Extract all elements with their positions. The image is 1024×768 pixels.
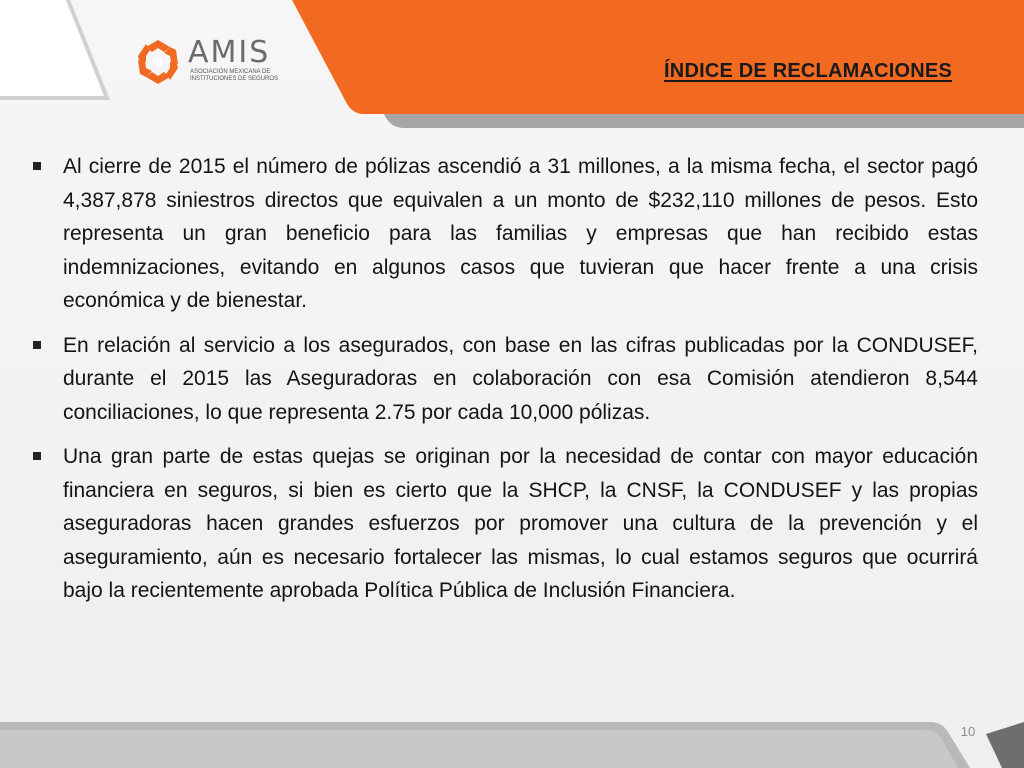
bullet-text: Al cierre de 2015 el número de pólizas ascendió a 31 millones, a la misma fecha, el sector pagó 4,387,878 siniestros directos que equivalen a un monto de $232,110 millones de pesos. Esto representa un gran beneficio para las familias y empresas que han recibido estas indemnizaciones, evitando en algunos casos que tuvieran que hacer frente a una crisis económica y de bienestar. [63,155,978,312]
bullet-list [30,150,978,608]
bullet-text: En relación al servicio a los asegurados, con base en las cifras publicadas por la CONDUSEF, durante el 2015 las Aseguradoras en colaboración con esa Comisión atendieron 8,544 conciliaciones, lo que representa 2.75 por cada 10,000 pólizas. [63,333,978,424]
slide-content [30,150,978,619]
bullet-item [30,150,978,318]
bullet-item [30,440,978,608]
logo-subtitle-line2: INSTITUCIONES DE SEGUROS [190,76,279,82]
amis-logo-mark-icon [134,38,182,86]
bullet-item [30,329,978,430]
amis-logo [134,36,294,88]
square-bullet-icon [33,341,41,349]
square-bullet-icon [33,162,41,170]
logo-wordmark: AMIS [188,35,271,70]
logo-subtitle-line1: ASOCIACIÓN MEXICANA DE [190,69,271,75]
logo-subtitle [190,69,290,83]
slide-title: ÍNDICE DE RECLAMACIONES [664,60,952,82]
bullet-text: Una gran parte de estas quejas se originan por la necesidad de contar con mayor educación financiera en seguros, si bien es cierto que la SHCP, la CNSF, la CONDUSEF y las propias aseguradoras hacen grandes esfuerzos por promover una cultura de la prevención y el aseguramiento, aún es necesario fortalecer las mismas, lo cual estamos seguros que ocurrirá bajo la recientemente aprobada Política Pública de Inclusión Financiera. [63,445,978,602]
square-bullet-icon [33,452,41,460]
page-number: 10 [960,724,976,739]
